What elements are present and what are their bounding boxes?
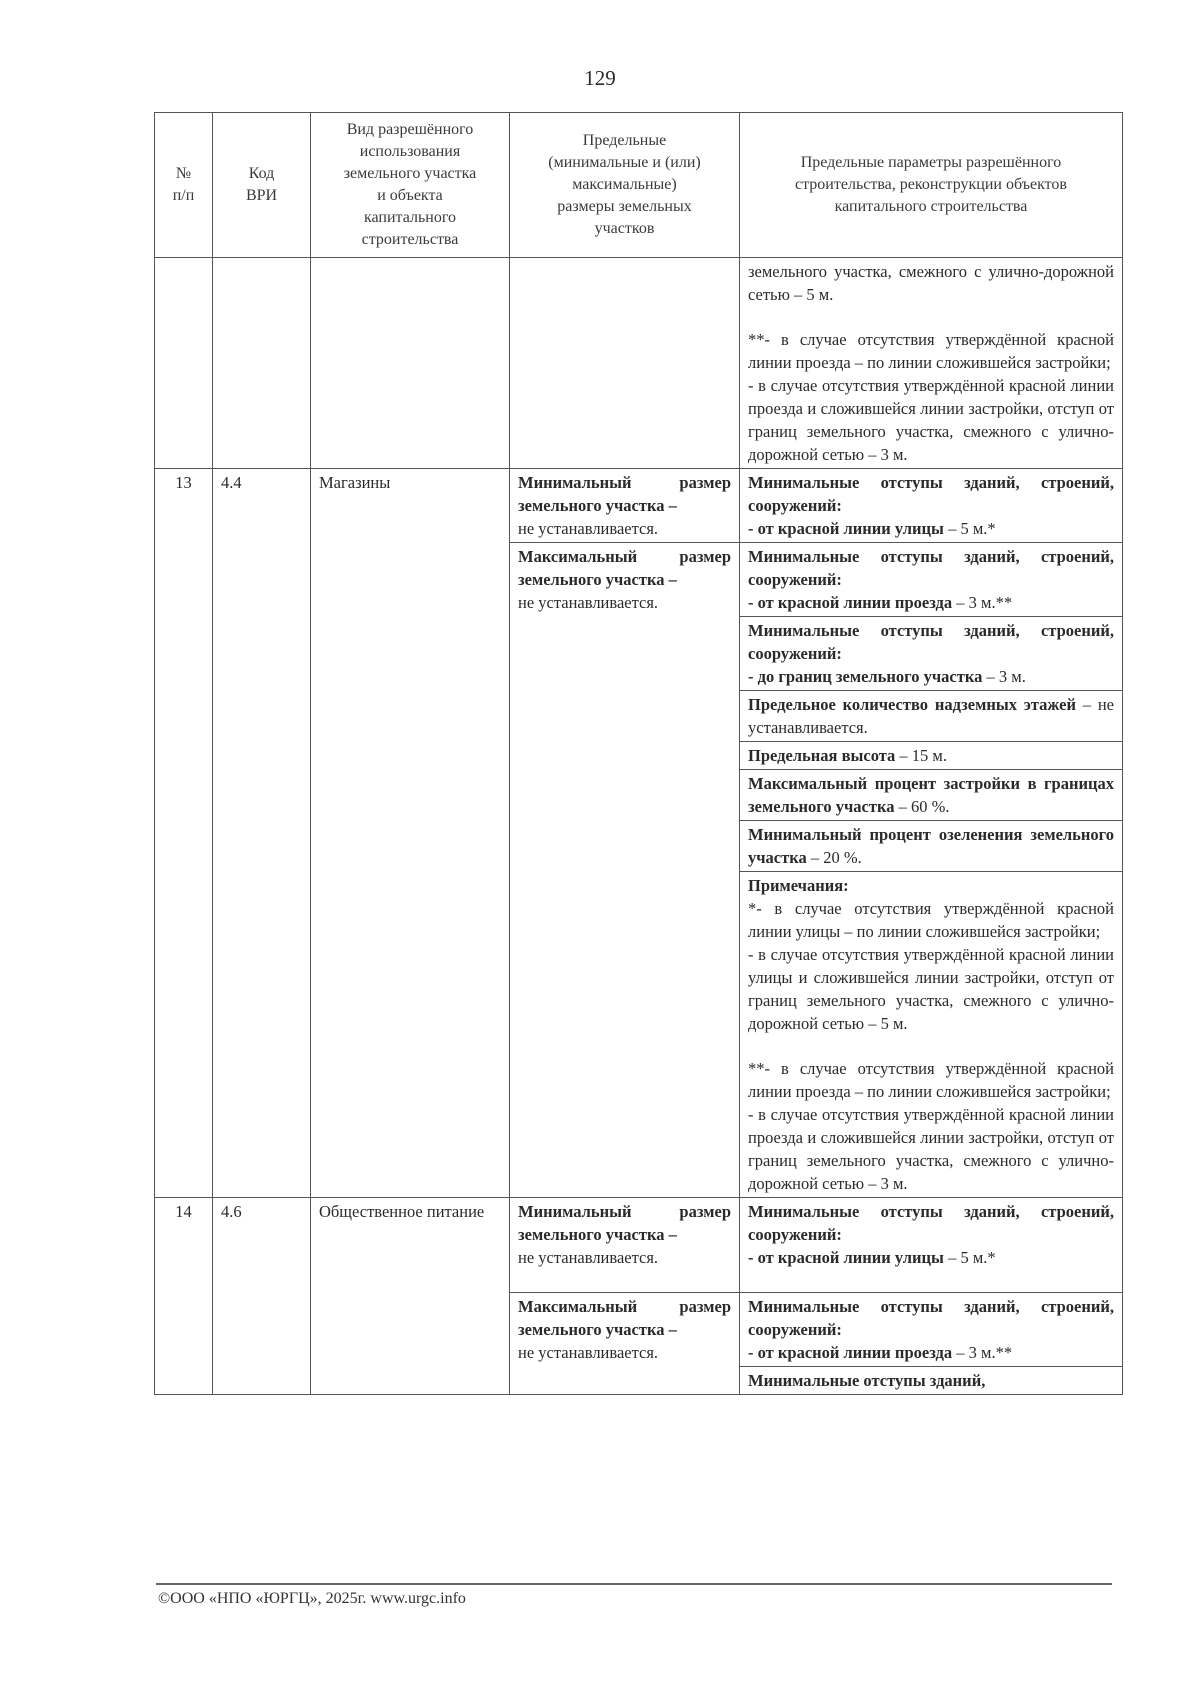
param-setbacks-street: Минимальные отступы зданий, строений, сооружений: - от красной линии улицы – 5 м.* xyxy=(740,1198,1123,1293)
header-size: Предельные (минимальные и (или) максимальные) размеры земельных участков xyxy=(510,113,740,258)
row-number: 13 xyxy=(155,469,213,1198)
note-text: **- в случае отсутствия утверждённой красной линии проезда – по линии сложившейся застройки; xyxy=(748,330,1114,372)
param-floors: Предельное количество надземных этажей – не устанавливается. xyxy=(740,691,1123,742)
min-size-cell: Минимальный размер земельного участка – не устанавливается. xyxy=(510,469,740,543)
table-row xyxy=(155,469,1123,543)
notes-cell xyxy=(740,872,1123,1198)
header-num: № п/п xyxy=(155,113,213,258)
header-params: Предельные параметры разрешённого строительства, реконструкции объектов капитального строительства xyxy=(740,113,1123,258)
param-greening: Минимальный процент озеленения земельного участка – 20 %. xyxy=(740,821,1123,872)
param-setbacks-driveway: Минимальные отступы зданий, строений, сооружений: - от красной линии проезда – 3 м.** xyxy=(740,1293,1123,1367)
param-coverage: Максимальный процент застройки в границах земельного участка – 60 %. xyxy=(740,770,1123,821)
footer-divider xyxy=(156,1583,1112,1585)
table-row-continued xyxy=(155,258,1123,469)
note-text: *- в случае отсутствия утверждённой красной линии улицы – по линии сложившейся застройки; xyxy=(748,899,1114,941)
use-type: Магазины xyxy=(311,469,510,1198)
page-number: 129 xyxy=(584,66,616,90)
note-text: **- в случае отсутствия утверждённой красной линии проезда – по линии сложившейся застройки; xyxy=(748,1059,1114,1101)
param-setbacks-boundary: Минимальные отступы зданий, xyxy=(740,1367,1123,1395)
param-setbacks-street: Минимальные отступы зданий, строений, сооружений: - от красной линии улицы – 5 м.* xyxy=(740,469,1123,543)
max-size-cell: Максимальный размер земельного участка – не устанавливается. xyxy=(510,1293,740,1395)
regulations-table xyxy=(154,112,1123,1395)
header-use: Вид разрешённого использования земельного участка и объекта капитального строительства xyxy=(311,113,510,258)
footer-copyright: ©ООО «НПО «ЮРГЦ», 2025г. www.urgc.info xyxy=(158,1590,466,1607)
header-code: Код ВРИ xyxy=(213,113,311,258)
table-header-row xyxy=(155,113,1123,258)
vri-code: 4.6 xyxy=(213,1198,311,1395)
vri-code: 4.4 xyxy=(213,469,311,1198)
max-size-cell: Максимальный размер земельного участка – не устанавливается. xyxy=(510,543,740,1198)
row-number: 14 xyxy=(155,1198,213,1395)
note-text: земельного участка, смежного с улично-дорожной сетью – 5 м. xyxy=(748,262,1114,304)
table-row xyxy=(155,1198,1123,1293)
note-text: - в случае отсутствия утверждённой красной линии улицы и сложившейся линии застройки, отступ от границ земельного участка, смежного с улично-дорожной сетью – 5 м. xyxy=(748,945,1114,1033)
note-text: - в случае отсутствия утверждённой красной линии проезда и сложившейся линии застройки, отступ от границ земельного участка, смежного с улично-дорожной сетью – 3 м. xyxy=(748,1105,1114,1193)
use-type: Общественное питание xyxy=(311,1198,510,1395)
note-text: - в случае отсутствия утверждённой красной линии проезда и сложившейся линии застройки, отступ от границ земельного участка, смежного с улично-дорожной сетью – 3 м. xyxy=(748,376,1114,464)
param-setbacks-boundary: Минимальные отступы зданий, строений, сооружений: - до границ земельного участка – 3 м. xyxy=(740,617,1123,691)
params-cell xyxy=(740,258,1123,469)
param-height: Предельная высота – 15 м. xyxy=(740,742,1123,770)
min-size-cell: Минимальный размер земельного участка – не устанавливается. xyxy=(510,1198,740,1293)
notes-title: Примечания: xyxy=(748,876,849,895)
param-setbacks-driveway: Минимальные отступы зданий, строений, сооружений: - от красной линии проезда – 3 м.** xyxy=(740,543,1123,617)
